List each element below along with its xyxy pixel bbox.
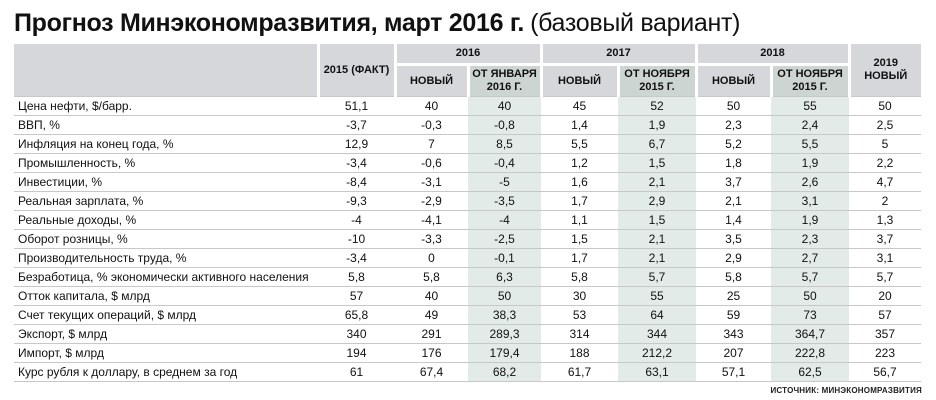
table-row [14,344,921,363]
cell-2018-new: 25 [696,287,771,306]
cell-2017-from-nov: 2,1 [618,173,696,192]
cell-2016-new: 67,4 [395,363,468,382]
cell-2017-from-nov: 1,5 [618,211,696,230]
cell-2017-new: 30 [541,287,618,306]
cell-2019-new: 3,7 [849,230,921,249]
cell-2017-new: 1,6 [541,173,618,192]
cell-2015-fact: 194 [318,344,395,363]
cell-2019-new: 2,5 [849,116,921,135]
cell-2016-new: 0 [395,249,468,268]
cell-2019-new: 5 [849,135,921,154]
row-label: Реальные доходы, % [14,211,318,230]
table-row [14,192,921,211]
cell-2019-new: 5,7 [849,268,921,287]
cell-2018-new: 2,9 [696,249,771,268]
cell-2017-from-nov: 212,2 [618,344,696,363]
cell-2018-from-nov: 62,5 [771,363,849,382]
cell-2015-fact: -3,4 [318,249,395,268]
cell-2018-new: 343 [696,325,771,344]
cell-2018-new: 207 [696,344,771,363]
cell-2017-new: 1,2 [541,154,618,173]
row-label: ВВП, % [14,116,318,135]
table-row [14,211,921,230]
header-year-2018: 2018 [696,44,849,65]
cell-2017-from-nov: 5,7 [618,268,696,287]
cell-2018-new: 2,1 [696,192,771,211]
cell-2017-new: 1,4 [541,116,618,135]
table-title [14,6,740,40]
header-indicator [14,44,318,97]
table-row [14,154,921,173]
cell-2018-from-nov: 5,5 [771,135,849,154]
cell-2016-new: 40 [395,287,468,306]
cell-2016-from-jan: -4 [468,211,541,230]
cell-2018-from-nov: 50 [771,287,849,306]
cell-2017-new: 53 [541,306,618,325]
cell-2018-new: 57,1 [696,363,771,382]
cell-2016-new: -4,1 [395,211,468,230]
cell-2015-fact: 5,8 [318,268,395,287]
cell-2015-fact: -3,4 [318,154,395,173]
cell-2016-from-jan: 289,3 [468,325,541,344]
cell-2017-from-nov: 6,7 [618,135,696,154]
cell-2015-fact: 12,9 [318,135,395,154]
cell-2019-new: 57 [849,306,921,325]
table-body [14,97,921,382]
cell-2016-from-jan: 68,2 [468,363,541,382]
table-row [14,363,921,382]
cell-2016-new: -0,6 [395,154,468,173]
table-row [14,306,921,325]
cell-2016-from-jan: -5 [468,173,541,192]
cell-2017-from-nov: 1,5 [618,154,696,173]
cell-2019-new: 20 [849,287,921,306]
row-label: Инвестиции, % [14,173,318,192]
table-row [14,97,921,116]
cell-2016-new: 7 [395,135,468,154]
row-label: Импорт, $ млрд [14,344,318,363]
cell-2016-new: 49 [395,306,468,325]
cell-2018-from-nov: 2,4 [771,116,849,135]
row-label: Инфляция на конец года, % [14,135,318,154]
table-row [14,287,921,306]
header-2016-from-jan: ОТ ЯНВАРЯ 2016 Г. [468,65,541,97]
cell-2017-from-nov: 2,1 [618,249,696,268]
cell-2018-new: 1,4 [696,211,771,230]
cell-2016-from-jan: 6,3 [468,268,541,287]
row-label: Производительность труда, % [14,249,318,268]
cell-2017-from-nov: 2,9 [618,192,696,211]
cell-2016-new: -2,9 [395,192,468,211]
header-year-2016: 2016 [395,44,541,65]
cell-2019-new: 50 [849,97,921,116]
row-label: Безработица, % экономически активного населения [14,268,318,287]
table-row [14,268,921,287]
cell-2016-new: 176 [395,344,468,363]
cell-2018-from-nov: 2,7 [771,249,849,268]
cell-2016-new: -3,3 [395,230,468,249]
cell-2018-new: 5,8 [696,268,771,287]
cell-2016-new: 40 [395,97,468,116]
cell-2017-new: 1,7 [541,192,618,211]
cell-2018-from-nov: 222,8 [771,344,849,363]
table-row [14,116,921,135]
cell-2018-new: 3,7 [696,173,771,192]
cell-2018-new: 3,5 [696,230,771,249]
cell-2017-from-nov: 2,1 [618,230,696,249]
row-label: Отток капитала, $ млрд [14,287,318,306]
cell-2016-new: 5,8 [395,268,468,287]
cell-2017-from-nov: 63,1 [618,363,696,382]
cell-2018-from-nov: 3,1 [771,192,849,211]
cell-2016-from-jan: -0,4 [468,154,541,173]
cell-2018-from-nov: 5,7 [771,268,849,287]
cell-2017-new: 1,5 [541,230,618,249]
header-2015-fact: 2015 (ФАКТ) [318,44,395,97]
cell-2019-new: 2,2 [849,154,921,173]
cell-2018-new: 50 [696,97,771,116]
row-label: Экспорт, $ млрд [14,325,318,344]
table-row [14,173,921,192]
cell-2016-from-jan: 38,3 [468,306,541,325]
cell-2015-fact: 51,1 [318,97,395,116]
cell-2018-from-nov: 2,3 [771,230,849,249]
header-2018-new: НОВЫЙ [696,65,771,97]
row-label: Реальная зарплата, % [14,192,318,211]
cell-2016-from-jan: -2,5 [468,230,541,249]
forecast-table [14,44,921,382]
cell-2018-new: 59 [696,306,771,325]
cell-2016-from-jan: -0,1 [468,249,541,268]
cell-2015-fact: -3,7 [318,116,395,135]
cell-2018-from-nov: 2,6 [771,173,849,192]
cell-2016-new: 291 [395,325,468,344]
cell-2015-fact: 340 [318,325,395,344]
cell-2018-new: 1,8 [696,154,771,173]
cell-2018-new: 5,2 [696,135,771,154]
header-2017-from-nov: ОТ НОЯБРЯ 2015 Г. [618,65,696,97]
row-label: Счет текущих операций, $ млрд [14,306,318,325]
cell-2019-new: 3,1 [849,249,921,268]
row-label: Курс рубля к доллару, в среднем за год [14,363,318,382]
cell-2019-new: 56,7 [849,363,921,382]
title-main: Прогноз Минэкономразвития, март 2016 г. [14,9,525,37]
cell-2018-from-nov: 364,7 [771,325,849,344]
cell-2017-new: 5,5 [541,135,618,154]
table-row [14,135,921,154]
cell-2018-new: 2,3 [696,116,771,135]
cell-2018-from-nov: 55 [771,97,849,116]
cell-2015-fact: -10 [318,230,395,249]
cell-2017-from-nov: 1,9 [618,116,696,135]
cell-2015-fact: -9,3 [318,192,395,211]
header-2016-new: НОВЫЙ [395,65,468,97]
table-row [14,325,921,344]
title-qualifier: (базовый вариант) [530,9,741,37]
cell-2015-fact: 57 [318,287,395,306]
source-note: ИСТОЧНИК: МИНЭКОНОМРАЗВИТИЯ [770,386,922,395]
row-label: Цена нефти, $/барр. [14,97,318,116]
cell-2016-new: -3,1 [395,173,468,192]
cell-2017-from-nov: 55 [618,287,696,306]
header-2017-new: НОВЫЙ [541,65,618,97]
table-row [14,249,921,268]
cell-2017-from-nov: 64 [618,306,696,325]
cell-2017-new: 1,1 [541,211,618,230]
cell-2017-new: 45 [541,97,618,116]
cell-2019-new: 2 [849,192,921,211]
cell-2015-fact: 65,8 [318,306,395,325]
cell-2017-from-nov: 344 [618,325,696,344]
cell-2018-from-nov: 73 [771,306,849,325]
cell-2015-fact: -8,4 [318,173,395,192]
cell-2018-from-nov: 1,9 [771,154,849,173]
cell-2016-from-jan: 50 [468,287,541,306]
cell-2015-fact: 61 [318,363,395,382]
header-year-2017: 2017 [541,44,696,65]
cell-2017-new: 188 [541,344,618,363]
cell-2019-new: 223 [849,344,921,363]
cell-2018-from-nov: 1,9 [771,211,849,230]
cell-2016-from-jan: 40 [468,97,541,116]
cell-2019-new: 4,7 [849,173,921,192]
cell-2017-new: 5,8 [541,268,618,287]
cell-2016-new: -0,3 [395,116,468,135]
cell-2016-from-jan: 179,4 [468,344,541,363]
row-label: Оборот розницы, % [14,230,318,249]
cell-2015-fact: -4 [318,211,395,230]
row-label: Промышленность, % [14,154,318,173]
cell-2019-new: 1,3 [849,211,921,230]
header-2018-from-nov: ОТ НОЯБРЯ 2015 Г. [771,65,849,97]
cell-2016-from-jan: -0,8 [468,116,541,135]
cell-2017-new: 314 [541,325,618,344]
cell-2016-from-jan: 8,5 [468,135,541,154]
cell-2019-new: 357 [849,325,921,344]
cell-2017-new: 1,7 [541,249,618,268]
cell-2017-new: 61,7 [541,363,618,382]
header-2019-new: 2019 НОВЫЙ [849,44,921,97]
cell-2017-from-nov: 52 [618,97,696,116]
cell-2016-from-jan: -3,5 [468,192,541,211]
table-row [14,230,921,249]
